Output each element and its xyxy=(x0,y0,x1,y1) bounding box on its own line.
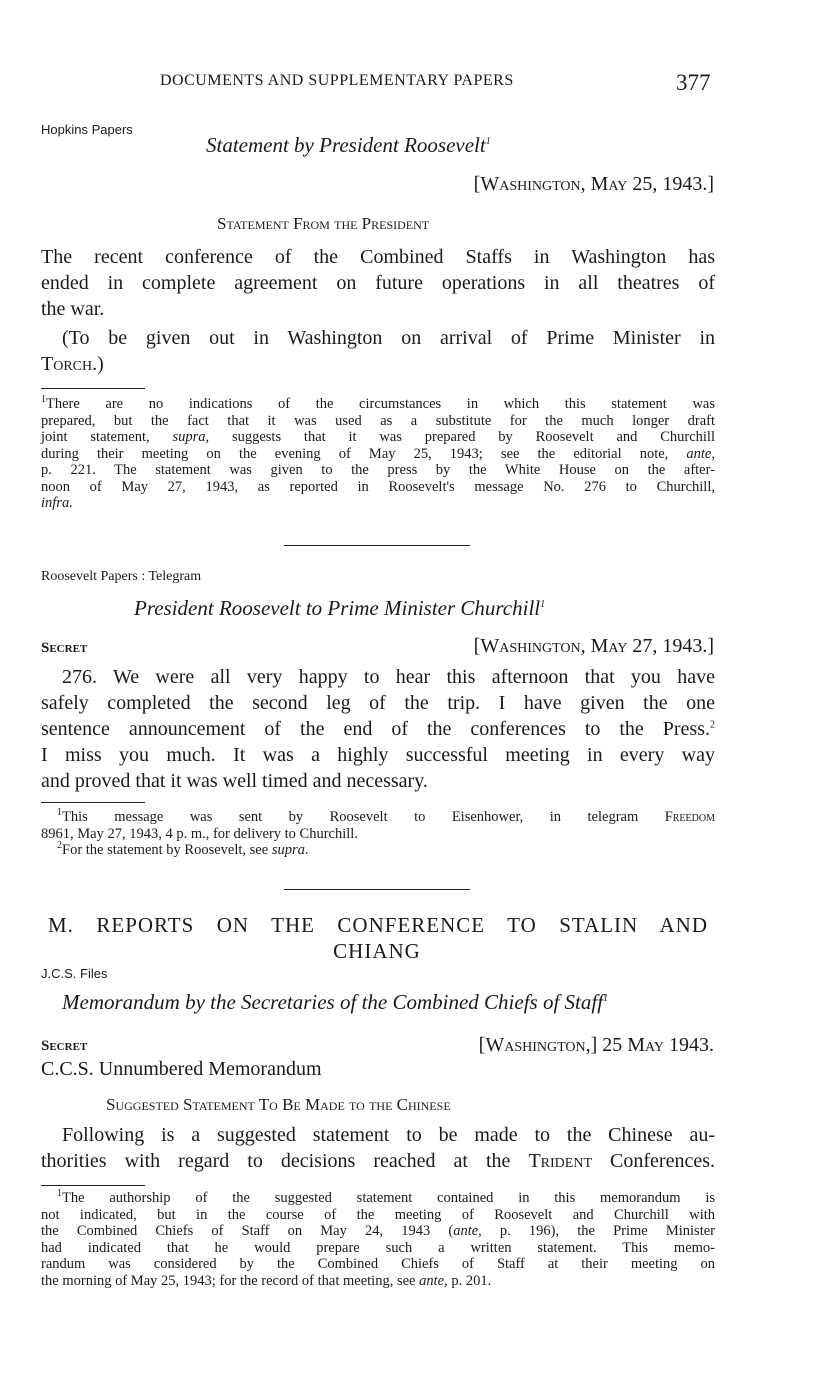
doc3-body: Following is a suggested statement to be made to the Chinese au- thorities with regard to decisions reached at the Trident Conferences. xyxy=(41,1124,715,1172)
section-divider xyxy=(284,889,470,890)
doc2-source: Roosevelt Papers : Telegram xyxy=(41,569,202,584)
doc3-footnote: $^1$The authorship of the suggested statement contained in this memorandum is not indicated, but in the course of the meeting of Roosevelt and Churchill with the Combined Chiefs of Staff on May 24, 1943 (ante, p. 196), the Prime Minister had indicated that he would prepare such a written statement. This memo- randum was considered by the Combined Chiefs of Staff at their meeting on the morning of May 25, 1943; for the record of that meeting, see ante, p. 201. xyxy=(41,1188,715,1289)
running-header: DOCUMENTS AND SUPPLEMENTARY PAPERS xyxy=(160,72,514,89)
doc3-source: J.C.S. Files xyxy=(41,966,108,981)
doc1-title: Statement by President Roosevelt$^1$ xyxy=(206,133,491,157)
doc2-title: President Roosevelt to Prime Minister Churchill$^1$ xyxy=(134,596,546,620)
section-divider xyxy=(284,545,470,546)
doc2-body: 276. We were all very happy to hear this afternoon that you have safely completed the second leg of the trip. I have given the one sentence announcement of the end of the conferences to the Press.$^2$ I miss you much. It was a highly successful meeting in every way and proved that it was well timed and necessary. xyxy=(41,666,715,792)
doc3-classification: Secret xyxy=(41,1038,88,1054)
doc2-dateline: [Washington, May 27, 1943.] xyxy=(473,635,714,657)
footnote-rule xyxy=(41,1185,145,1186)
doc3-title: Memorandum by the Secretaries of the Combined Chiefs of Staff$^1$ xyxy=(62,990,609,1014)
footnote-ref: 1 xyxy=(485,136,491,147)
section-heading: M. REPORTS ON THE CONFERENCE TO STALIN AND xyxy=(48,913,708,937)
doc1-footnote: $^1$There are no indications of the circumstances in which this statement was prepared, but the fact that it was used as a substitute for the much longer draft joint statement, supra, suggests that it was prepared by Roosevelt and Churchill during their meeting on the evening of May 25, 1943; see the editorial note, ante, p. 221. The statement was given to the press by the White House on the after- noon of May 27, 1943, as reported in Roosevelt's message No. 276 to Churchill, infra. xyxy=(41,394,715,511)
section-heading-line2: CHIANG xyxy=(333,939,421,963)
doc2-footnotes: $^1$This message was sent by Roosevelt to Eisenhower, in telegram Freedom 8961, May 27, 1943, 4 p. m., for delivery to Churchill. $^2$For the statement by Roosevelt, see supra. xyxy=(41,807,715,858)
doc1-source: Hopkins Papers xyxy=(41,122,133,137)
doc1-subtitle: Statement From the President xyxy=(217,214,430,233)
footnote-rule xyxy=(41,802,145,803)
page-number: 377 xyxy=(676,70,711,95)
doc3-subtitle: Suggested Statement To Be Made to the Chinese xyxy=(106,1095,451,1114)
doc1-body: The recent conference of the Combined Staffs in Washington has ended in complete agreement on future operations in all theatres of the war. (To be given out in Washington on arrival of Prime Minister in Torch.) xyxy=(41,246,715,375)
doc2-classification: Secret xyxy=(41,640,88,656)
doc3-memo-label: C.C.S. Unnumbered Memorandum xyxy=(41,1058,322,1080)
footnote-rule xyxy=(41,388,145,389)
doc3-dateline: [Washington,] 25 May 1943. xyxy=(478,1034,714,1056)
doc1-dateline: [Washington, May 25, 1943.] xyxy=(473,173,714,195)
